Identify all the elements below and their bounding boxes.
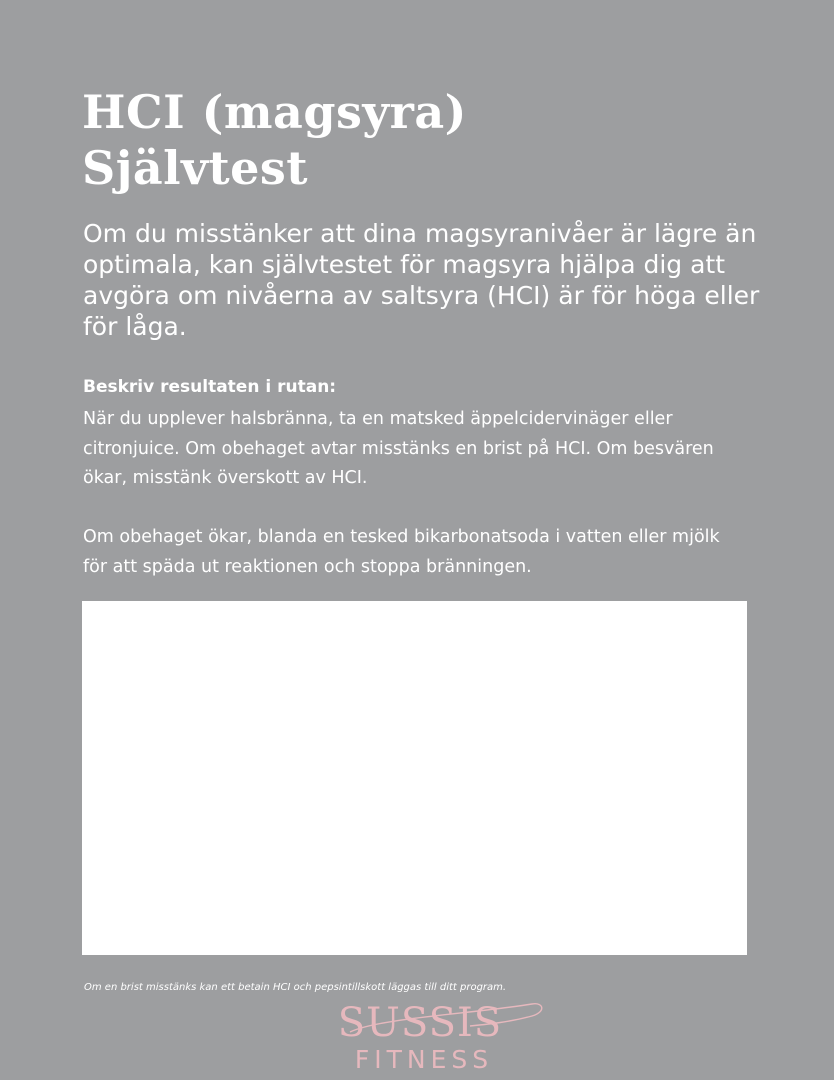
sussis-fitness-logo: [320, 996, 550, 1076]
page-title: [82, 84, 782, 196]
logo-text-top: SUSSIS: [337, 1000, 503, 1046]
logo-text-bottom: FITNESS: [354, 1045, 494, 1074]
page-title-line2: Självtest: [82, 141, 309, 195]
intro-paragraph: Om du misstänker att dina magsyranivåer är lägre än optimala, kan självtestet för magsyra hjälpa dig att avgöra om nivåerna av saltsyra (HCI) är för höga eller för låga.: [83, 219, 760, 341]
instructions-paragraph-2: Om obehaget ökar, blanda en tesked bikarbonatsoda i vatten eller mjölk för att späda ut reaktionen och stoppa bränningen.: [83, 527, 720, 577]
instructions-paragraph-1: När du upplever halsbränna, ta en matsked äppelcidervinäger eller citronjuice. Om obehaget avtar misstänks en brist på HCI. Om besvären ökar, misstänk överskott av HCI.: [83, 409, 714, 488]
page-title-line1: HCI (magsyra): [82, 85, 467, 139]
instructions-heading: Beskriv resultaten i rutan:: [83, 377, 337, 397]
footnote: Om en brist misstänks kan ett betain HCI och pepsintillskott läggas till ditt program.: [84, 982, 507, 993]
results-answer-box[interactable]: [82, 601, 747, 955]
